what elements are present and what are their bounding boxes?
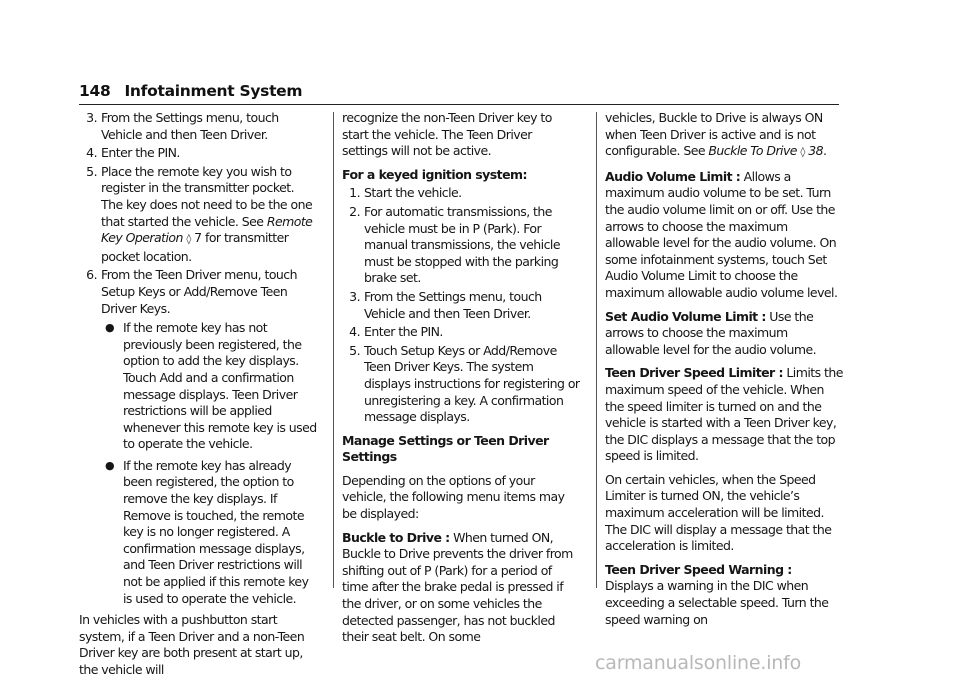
paragraph: In vehicles with a pushbutton start system, if a Teen Driver and a non-Teen Driver key are both present at start up, the vehicle will [79, 612, 305, 677]
buckle-to-drive-entry [342, 530, 580, 646]
page-ref-arrow-icon: ◊ [800, 147, 805, 159]
column-divider-2 [596, 112, 597, 588]
step-4 [79, 145, 317, 162]
bullet-text: If the remote key has not previously been registered, the option to add the key displays. Touch Add and a confirmation message displays. Teen Driver restrictions will be applied whenever this remote key is used to operate the vehicle. [123, 320, 317, 452]
heading-text: For a keyed ignition system: [342, 166, 527, 182]
step-text: Enter the PIN. [364, 324, 443, 340]
step-text: From the Settings menu, touch Vehicle and then Teen Driver. [101, 110, 279, 142]
bullet-icon: ● [105, 321, 115, 335]
step-number: 6. [86, 267, 97, 283]
bullet-text: If the remote key has already been registered, the option to remove the key displays. If Remove is touched, the remote key is no longer registered. A confirmation message displays, and Teen Driver restrictions will not be applied if this remote key is used to operate the vehicle. [123, 457, 309, 606]
step-6 [79, 267, 317, 317]
step-number: 5. [349, 342, 360, 358]
column-2 [342, 110, 580, 653]
term-label: Audio Volume Limit : [605, 168, 741, 184]
cross-reference-page[interactable]: 7 [194, 230, 202, 246]
column-1 [79, 110, 317, 686]
section-title: Infotainment System [124, 82, 303, 100]
heading-text: Manage Settings or Teen Driver Settings [342, 432, 549, 465]
page-number: 148 [79, 82, 111, 100]
step-number: 1. [349, 185, 360, 201]
teen-driver-speed-limiter-entry [605, 365, 843, 465]
bullet-icon: ● [105, 458, 115, 472]
step-text: Touch Setup Keys or Add/Remove Teen Driver Keys. The system displays instructions for registering or unregistering a key. A confirmation message displays. [364, 342, 580, 425]
watermark: carmanualsonline.info [595, 652, 802, 674]
keyed-step-2 [342, 204, 580, 287]
step-number: 3. [349, 288, 360, 304]
column-3 [605, 110, 843, 635]
paragraph: recognize the non-Teen Driver key to start the vehicle. The Teen Driver settings will not be active. [342, 110, 552, 159]
cross-reference-link[interactable]: Remote Key Operation [101, 213, 313, 246]
paragraph-text: vehicles, Buckle to Drive is always ON when Teen Driver is active and is not configurable. See [605, 110, 823, 159]
term-description: Displays a warning in the DIC when exceeding a selectable speed. Turn the speed warning on [605, 578, 829, 627]
page-ref-arrow-icon: ◊ [186, 234, 191, 246]
step-5 [79, 164, 317, 266]
step-text-end: for transmitter pocket location. [101, 230, 289, 264]
keyed-ignition-heading [342, 167, 580, 184]
term-description: Use the arrows to choose the maximum allowable level for the audio volume. [605, 308, 817, 357]
set-audio-volume-limit-entry [605, 309, 843, 359]
keyed-step-1 [342, 185, 580, 202]
step-number: 5. [86, 163, 97, 179]
term-description: Allows a maximum audio volume to be set. Turn the audio volume limit on or off. Use the arrows to choose the maximum allowable level for the audio volume. On some infotainment systems, touch Set Audio Volume Limit to choose the maximum allowable audio volume level. [605, 168, 838, 300]
step-number: 2. [349, 203, 360, 219]
bullet-item [101, 320, 317, 453]
paragraph: Depending on the options of your vehicle, the following menu items may be displayed: [342, 472, 565, 522]
paragraph: On certain vehicles, when the Speed Limiter is turned ON, the vehicle’s maximum acceleration will be limited. The DIC will display a message that the acceleration is limited. [605, 471, 832, 554]
keyed-step-4 [342, 324, 580, 341]
bullet-item [101, 458, 317, 607]
term-label: Buckle to Drive : [342, 529, 450, 545]
manage-settings-heading [342, 433, 580, 466]
paragraph [605, 110, 843, 162]
page-header [79, 82, 302, 100]
term-label: Set Audio Volume Limit : [605, 308, 766, 324]
paragraph-text-end: . [823, 143, 827, 159]
step-text: From the Settings menu, touch Vehicle and then Teen Driver. [364, 288, 542, 321]
step-number: 4. [349, 324, 360, 340]
term-description: Limits the maximum speed of the vehicle. When the speed limiter is turned on and the vehicle is started with a Teen Driver key, the DIC displays a message that the top speed is limited. [605, 365, 843, 464]
cross-reference-page[interactable]: 38 [808, 143, 824, 159]
step-number: 3. [86, 110, 97, 125]
step-text: Enter the PIN. [101, 145, 180, 161]
column-divider-1 [333, 112, 334, 588]
step-3 [79, 110, 317, 143]
audio-volume-limit-entry [605, 169, 843, 302]
teen-driver-speed-warning-entry [605, 562, 843, 628]
step-text: From the Teen Driver menu, touch Setup Keys or Add/Remove Teen Driver Keys. [101, 267, 297, 316]
step-text: Start the vehicle. [364, 185, 462, 201]
keyed-step-3 [342, 289, 580, 322]
cross-reference-link[interactable]: Buckle To Drive [708, 143, 797, 159]
step-text: Place the remote key you wish to register in the transmitter pocket. The key does not need to be the one that started the vehicle. See [101, 163, 313, 229]
term-label: Teen Driver Speed Limiter : [605, 365, 783, 381]
header-rule [79, 104, 839, 105]
term-label: Teen Driver Speed Warning : [605, 561, 792, 577]
step-number: 4. [86, 145, 97, 161]
keyed-step-5 [342, 343, 580, 426]
step-text: For automatic transmissions, the vehicle must be in P (Park). For manual transmissions, the vehicle must be stopped with the parking brake set. [364, 203, 560, 286]
term-description: When turned ON, Buckle to Drive prevents the driver from shifting out of P (Park) for a period of time after the brake pedal is pressed if the driver, or on some vehicles the detected passenger, has not buckled their seat belt. On some [342, 529, 573, 645]
